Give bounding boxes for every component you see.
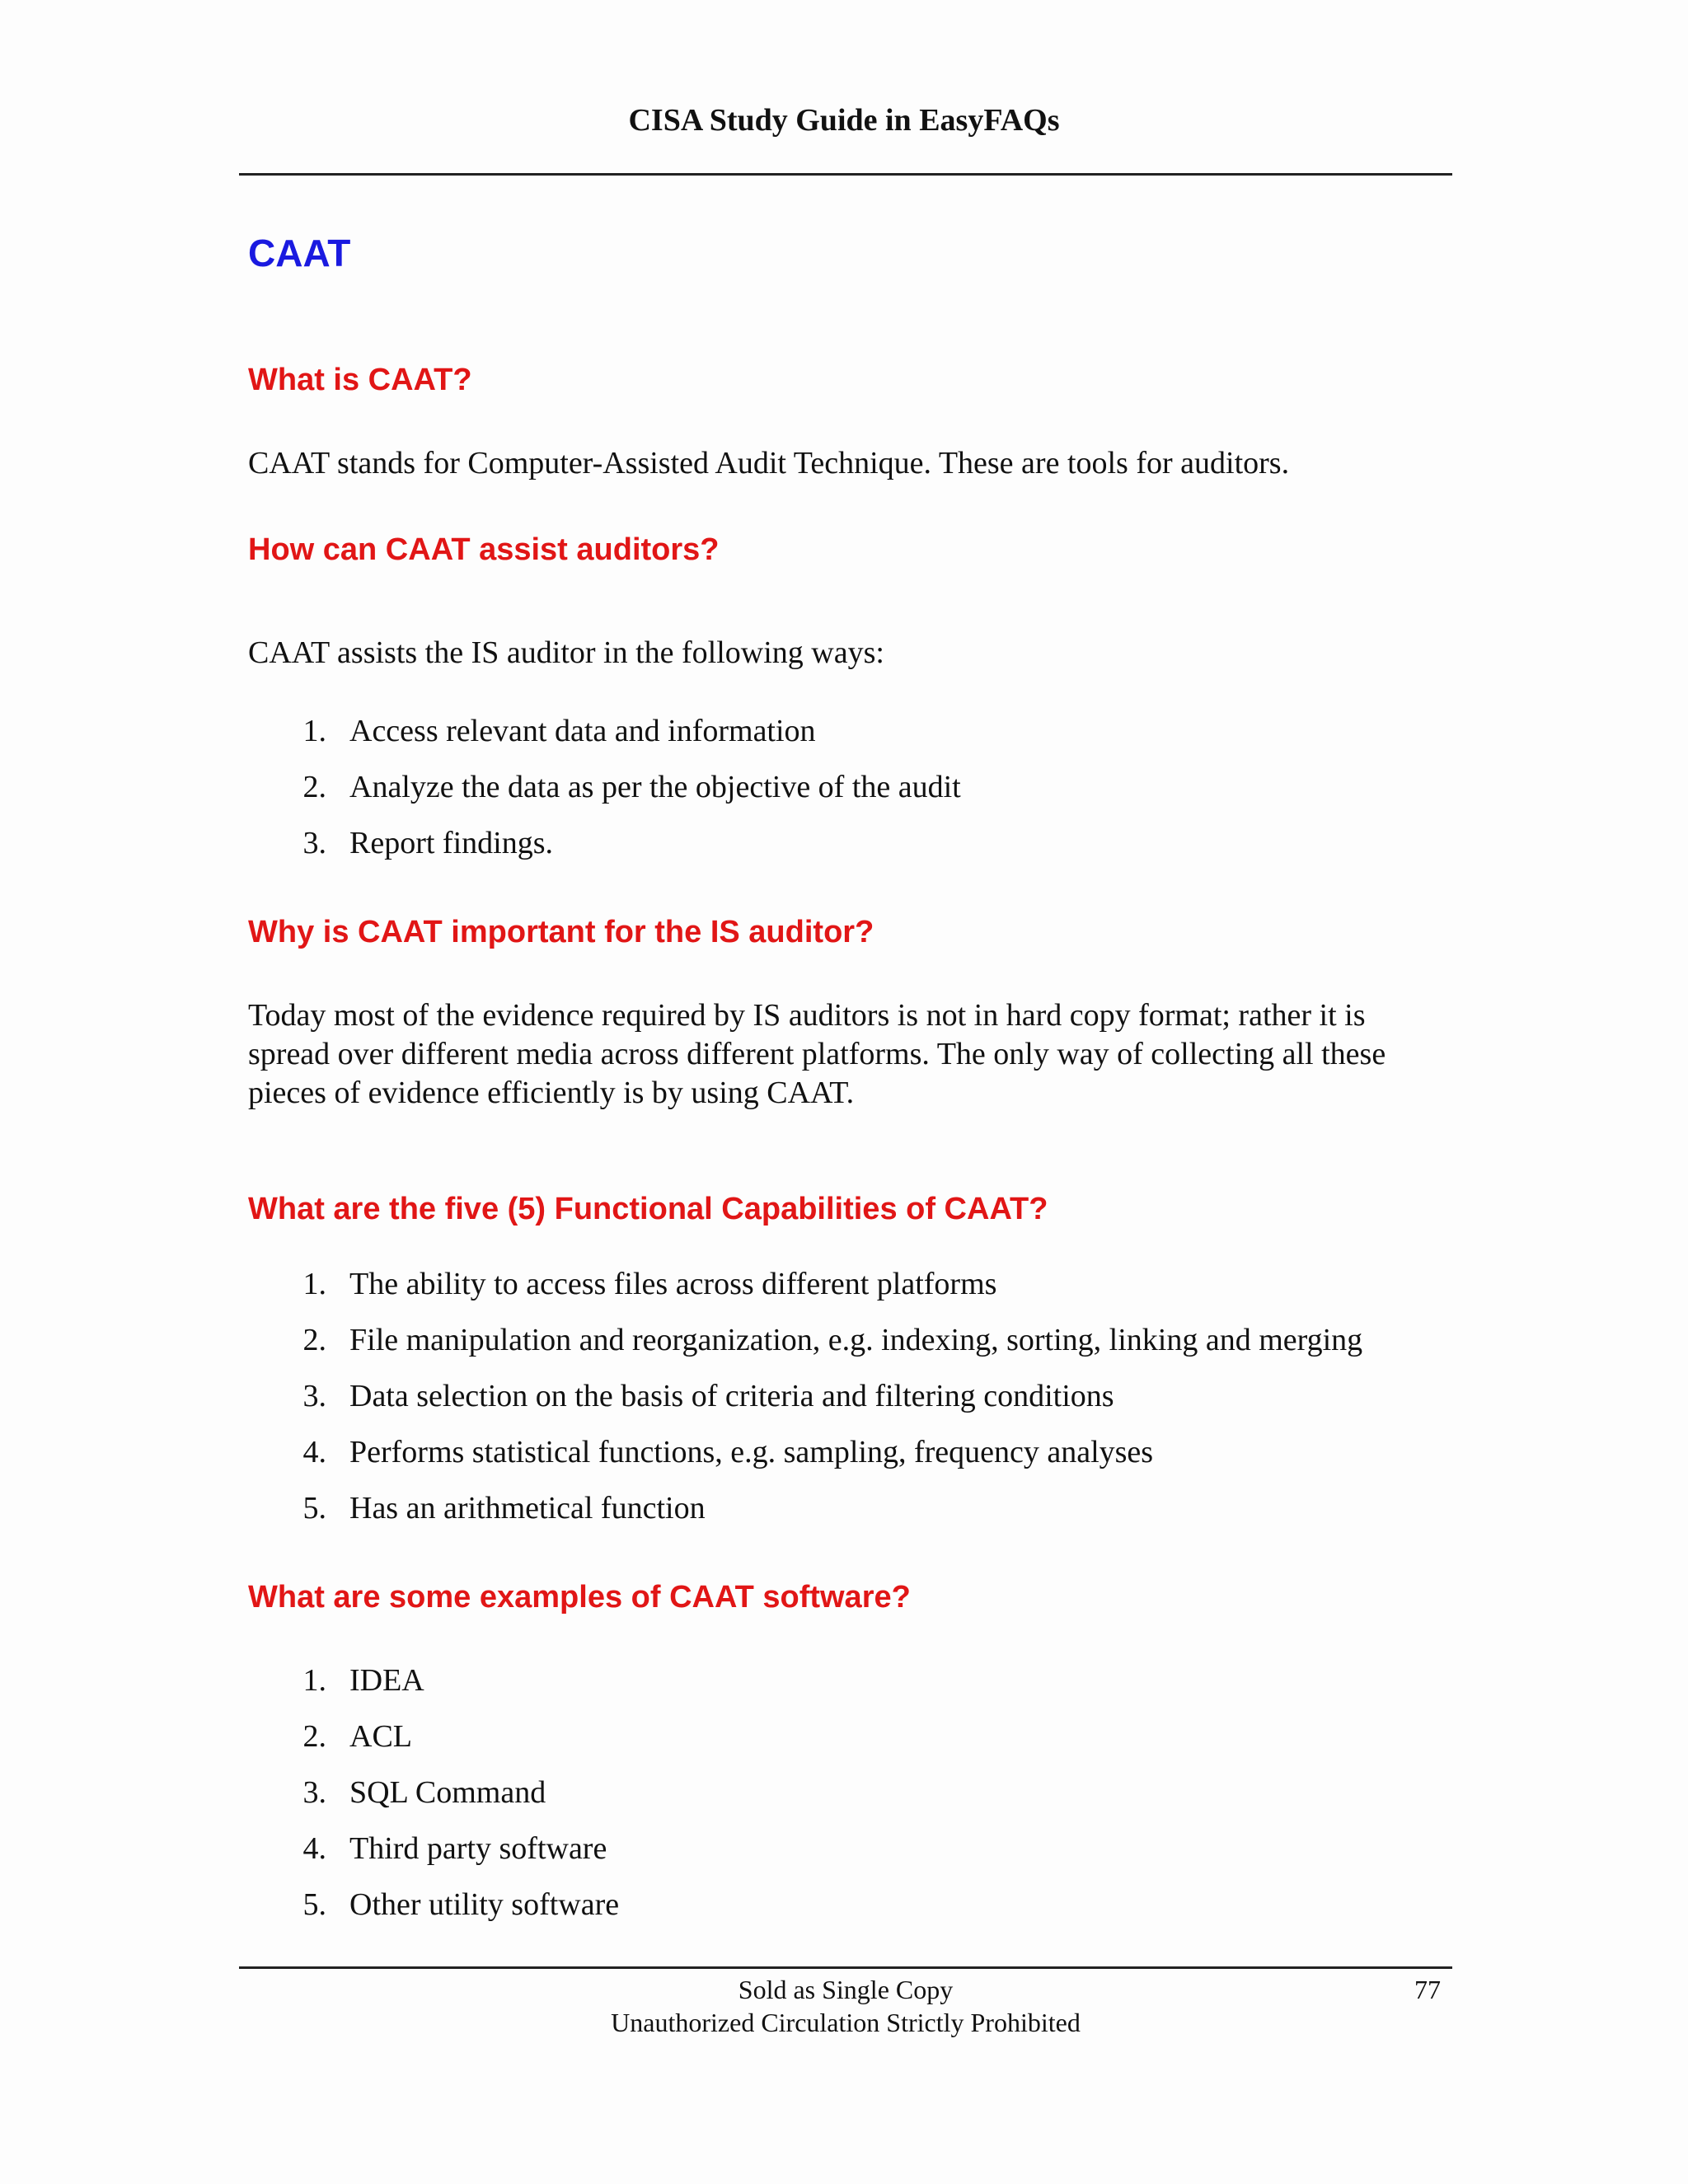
numbered-list <box>248 1661 1451 1942</box>
question-heading: How can CAAT assist auditors? <box>248 532 720 567</box>
list-item: 1. The ability to access files across different platforms <box>302 1267 997 1301</box>
list-item: 4. Performs statistical functions, e.g. sampling, frequency analyses <box>302 1435 1154 1469</box>
list-item: 1. IDEA <box>302 1663 424 1698</box>
question-heading: What are the five (5) Functional Capabilities of CAAT? <box>248 1192 1048 1226</box>
list-item: 1. Access relevant data and information <box>302 714 816 748</box>
list-item: 3. Data selection on the basis of criteria and filtering conditions <box>302 1379 1114 1413</box>
section-title: CAAT <box>248 232 351 274</box>
answer-paragraph: CAAT assists the IS auditor in the following ways: <box>248 635 884 670</box>
footer-line-1: Sold as Single Copy <box>738 1975 954 2004</box>
question-heading: Why is CAAT important for the IS auditor? <box>248 915 874 949</box>
list-item: 2. ACL <box>302 1719 412 1754</box>
list-item: 3. SQL Command <box>302 1775 546 1810</box>
header-rule <box>239 173 1452 176</box>
list-item: 3. Report findings. <box>302 826 553 860</box>
numbered-list <box>248 1265 1451 1545</box>
page-number: 77 <box>1414 1975 1441 2004</box>
page-footer <box>239 1973 1452 2039</box>
list-item: 2. Analyze the data as per the objective of the audit <box>302 770 961 804</box>
answer-paragraph: CAAT stands for Computer-Assisted Audit Technique. These are tools for auditors. <box>248 446 1290 480</box>
list-item: 4. Third party software <box>302 1831 607 1866</box>
list-item: 5. Has an arithmetical function <box>302 1491 706 1526</box>
footer-line-2: Unauthorized Circulation Strictly Prohibited <box>611 2008 1081 2037</box>
list-item: 5. Other utility software <box>302 1887 620 1922</box>
running-header: CISA Study Guide in EasyFAQs <box>628 103 1060 138</box>
page-content <box>248 231 1451 1942</box>
answer-paragraph: Today most of the evidence required by IS auditors is not in hard copy format; rather it is spread over different media across different platforms. The only way of collecting all these pieces of evidence efficiently is by using CAAT. <box>248 998 1386 1110</box>
question-heading: What are some examples of CAAT software? <box>248 1580 911 1615</box>
list-item: 2. File manipulation and reorganization, e.g. indexing, sorting, linking and merging <box>302 1323 1363 1357</box>
footer-rule <box>239 1966 1452 1969</box>
numbered-list <box>248 712 1451 880</box>
question-heading: What is CAAT? <box>248 363 472 397</box>
